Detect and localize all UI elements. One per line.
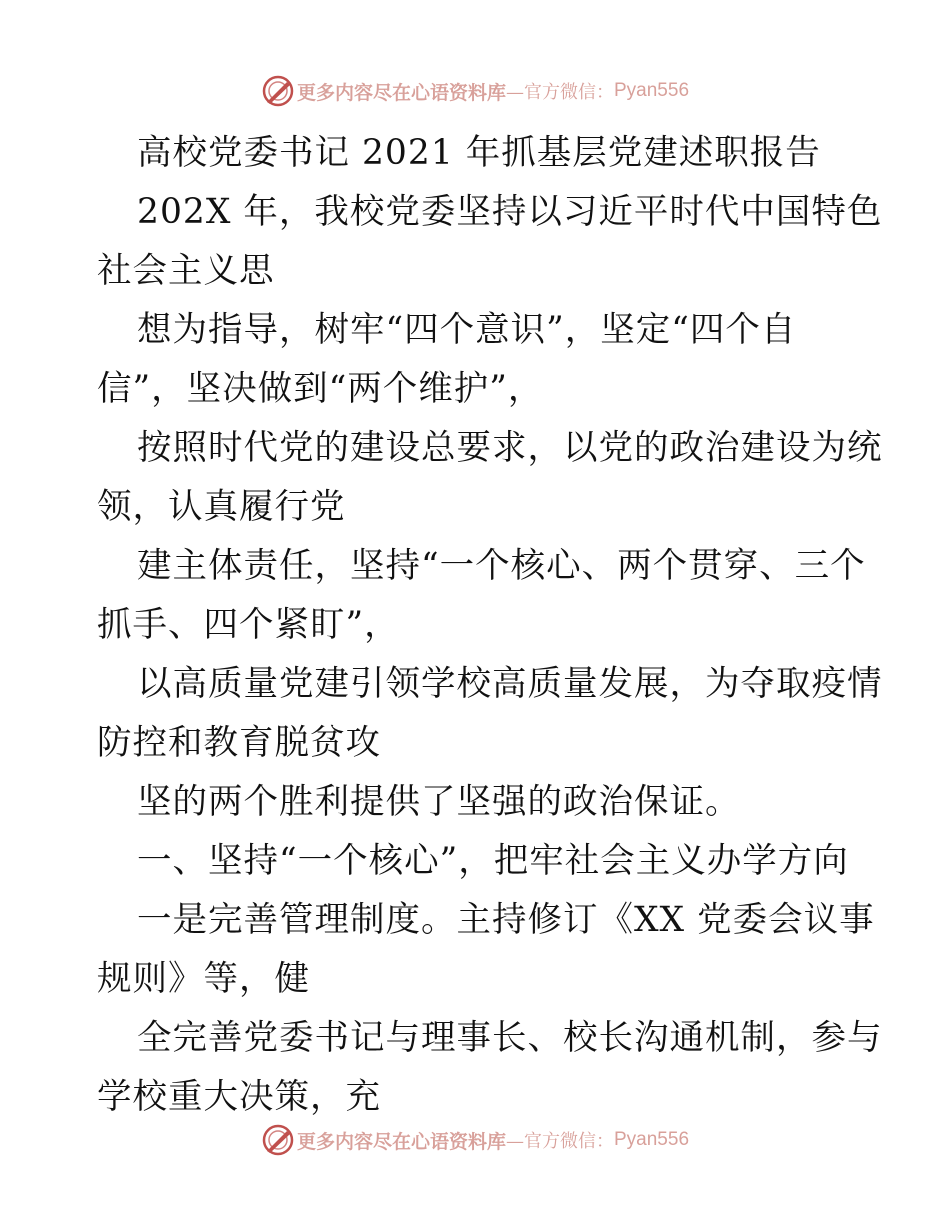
text-line: 抓手、四个紧盯”， — [97, 605, 400, 645]
banner-site-text: 更多内容尽在心语资料库 — [296, 81, 506, 104]
banner-wechat-label: —官方微信： — [506, 82, 614, 103]
document-title: 高校党委书记 2021 年抓基层党建述职报告 — [137, 133, 821, 173]
footer-banner — [0, 1120, 950, 1160]
text-line: 一是完善管理制度。主持修订《XX 党委会议事 — [137, 900, 875, 940]
brand-logo-icon — [261, 74, 295, 108]
text-line: 建主体责任，坚持“一个核心、两个贯穿、三个 — [137, 546, 866, 586]
text-line: 社会主义思 — [97, 251, 275, 291]
banner-wechat-label: —官方微信： — [506, 1131, 614, 1152]
text-line: 学校重大决策，充 — [97, 1077, 381, 1117]
document-body — [97, 124, 883, 1127]
banner-wechat-id: Pyan556 — [614, 1129, 690, 1150]
text-line: 按照时代党的建设总要求，以党的政治建设为统 — [137, 428, 883, 468]
text-line: 坚的两个胜利提供了坚强的政治保证。 — [137, 782, 741, 822]
brand-logo-icon — [261, 1123, 295, 1157]
text-line: 领，认真履行党 — [97, 487, 346, 527]
text-line: 202X 年，我校党委坚持以习近平时代中国特色 — [137, 192, 883, 232]
text-line: 信”，坚决做到“两个维护”， — [97, 369, 544, 409]
text-line: 全完善党委书记与理事长、校长沟通机制，参与 — [137, 1018, 883, 1058]
text-line: 以高质量党建引领学校高质量发展，为夺取疫情 — [137, 664, 883, 704]
banner-site-text: 更多内容尽在心语资料库 — [296, 1130, 506, 1153]
text-line: 想为指导，树牢“四个意识”，坚定“四个自 — [137, 310, 797, 350]
banner-wechat-id: Pyan556 — [614, 80, 690, 101]
header-banner — [0, 71, 950, 111]
section-heading: 一、坚持“一个核心”，把牢社会主义办学方向 — [137, 841, 849, 881]
text-line: 防控和教育脱贫攻 — [97, 723, 381, 763]
text-line: 规则》等，健 — [97, 959, 310, 999]
